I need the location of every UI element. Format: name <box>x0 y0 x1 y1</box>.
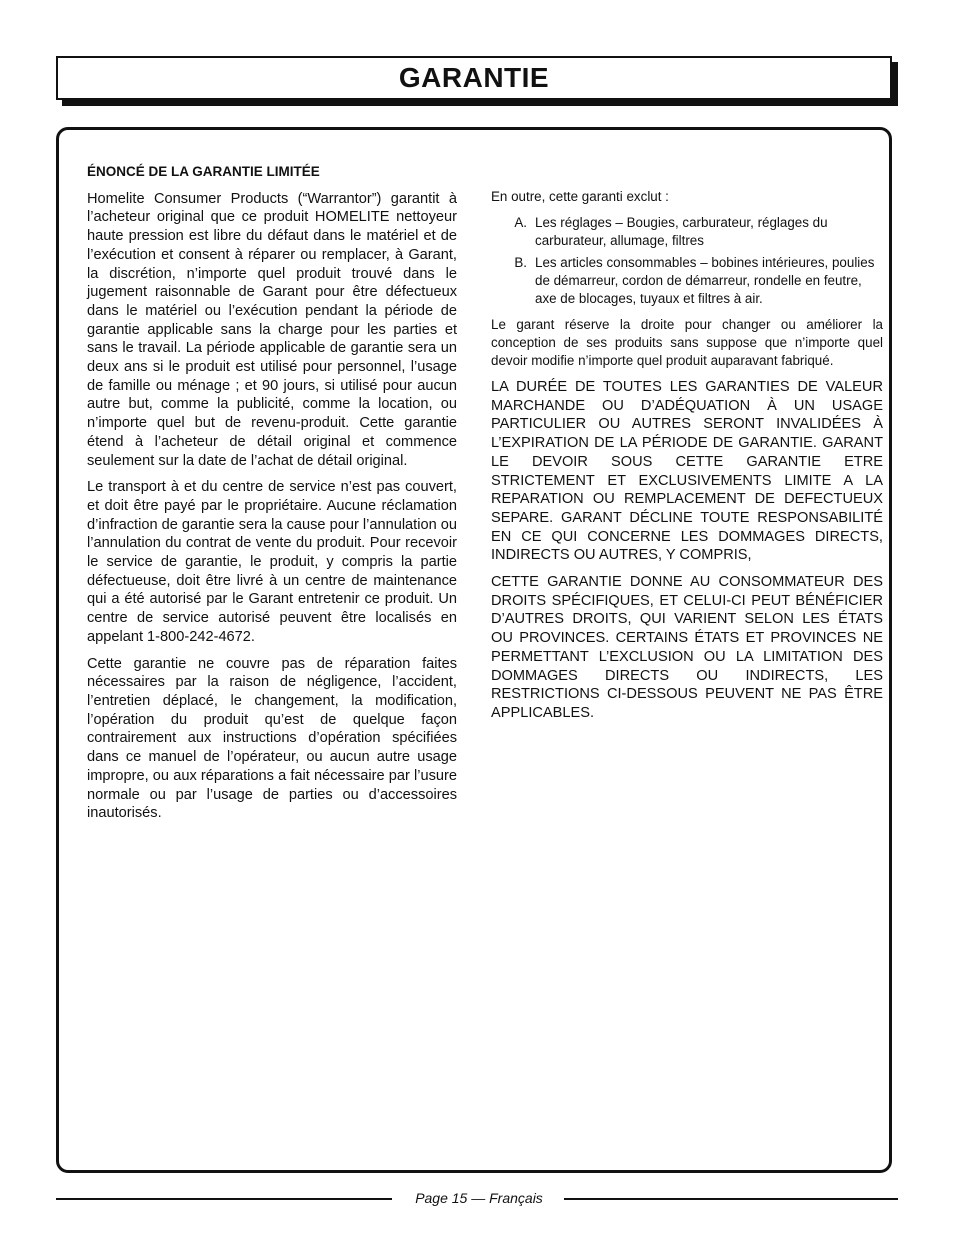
design-change-paragraph: Le garant réserve la droite pour changer ou améliorer la conception de ses produits sans suppose que n’importe quel devoir modifie n’importe quel produit auparavant fabriqué. <box>491 317 883 368</box>
list-item <box>491 254 883 308</box>
page-number: Page 15 — Français <box>415 1190 543 1206</box>
warranty-paragraph-2: Le transport à et du centre de service n’est pas couvert, et doit être payé par le propriétaire. Aucune réclamation d’infraction de garantie sera la cause pour l’annulation ou l’annulation du contrat de vente du produit. Pour recevoir le service de garantie, le produit, y compris la partie défectueuse, doit être livré à un centre de maintenance qui a été autorisé par le Garant entretenir ce produit. Un centre de service autorisé peuvent être localisés en appelant 1-800-242-4672. <box>87 479 457 645</box>
left-column <box>87 163 457 831</box>
page-title: GARANTIE <box>398 62 550 93</box>
list-marker: B. <box>514 255 527 270</box>
warranty-content-box <box>56 127 892 1173</box>
page-footer <box>56 1188 898 1208</box>
footer-rule-right <box>564 1198 898 1200</box>
exclusions-list <box>491 214 883 308</box>
warranty-paragraph-3: Cette garantie ne couvre pas de réparation faites nécessaires par la raison de négligence, l’accident, l’entretien déplacé, le changement, la modification, l’opération du produit qu’est de quelque façon contrairement aux instructions d’opération spécifiées dans ce manuel de l’opérateur, ou aucun autre usage impropre, ou aux réparations a fait nécessaire par l’usure normale ou par l’usage de parties ou d’accessoires inautorisés. <box>87 655 457 822</box>
list-marker: A. <box>514 215 527 230</box>
implied-warranty-paragraph: LA DURÉE DE TOUTES LES GARANTIES DE VALEUR MARCHANDE OU D’ADÉQUATION À UN USAGE PARTICULIER OU AUTRES SERONT INVALIDÉES À L’EXPIRATION DE LA PÉRIODE DE GARANTIE. GARANT LE DEVOIR SOUS CETTE GARANTIE ETRE STRICTEMENT ET EXCLUSIVEMENTS LIMITE A LA REPARATION OU REMPLACEMENT DE DEFECTUEUX SEPARE. GARANT DÉCLINE TOUTE RESPONSABILITÉ EN CE QUI CONCERNE LES DOMMAGES DIRECTS, INDIRECTS OU AUTRES, Y COMPRIS, <box>491 379 883 564</box>
list-item-text: Les articles consommables – bobines intérieures, poulies de démarreur, cordon de démarreur, rondelle en feutre, axe de blocages, tuyaux et filtres à air. <box>535 255 875 306</box>
page-title-banner <box>56 56 892 100</box>
list-item-text: Les réglages – Bougies, carburateur, réglages du carburateur, allumage, filtres <box>535 215 828 248</box>
section-heading: ÉNONCÉ DE LA GARANTIE LIMITÉE <box>87 164 320 179</box>
right-column <box>491 188 883 731</box>
footer-rule-left <box>56 1198 392 1200</box>
list-item <box>491 214 883 250</box>
warranty-paragraph-1: Homelite Consumer Products (“Warrantor”) garantit à l’acheteur original que ce produit HOMELITE nettoyeur haute pression est libre du défaut dans le matériel et de l’exécution et consent à réparer ou remplacer, à Garant, la discrétion, n’importe quel produit trouvé dans le jugement raisonnable de Garant pour être défectueux dans le matériel ou l’exécution pendant la période de garantie applicable sans la charge pour les parties et sans le travail. La période applicable de garantie sera un deux ans si le produit est utilisé pour personnel, l’usage de famille ou ménage ; et 90 jours, si utilisé pour aucun autre but, comme la publicité, comme la location, ou n’importe quel but de revenu-produit. Cette garantie étend à l’acheteur de détail original et commence seulement sur la date de l’achat de détail original. <box>87 190 457 469</box>
exclusions-intro: En outre, cette garanti exclut : <box>491 189 669 204</box>
consumer-rights-paragraph: CETTE GARANTIE DONNE AU CONSOMMATEUR DES DROITS SPÉCIFIQUES, ET CELUI-CI PEUT BÉNÉFICIER D’AUTRES DROITS, QUI VARIENT SELON LES ÉTATS OU PROVINCES. CERTAINS ÉTATS ET PROVINCES NE PERMETTANT L’EXCLUSION OU LA LIMITATION DES DOMMAGES DIRECTS OU INDIRECTS, LES RESTRICTIONS CI-DESSOUS PEUVENT NE PAS ÊTRE APPLICABLES. <box>491 574 883 721</box>
